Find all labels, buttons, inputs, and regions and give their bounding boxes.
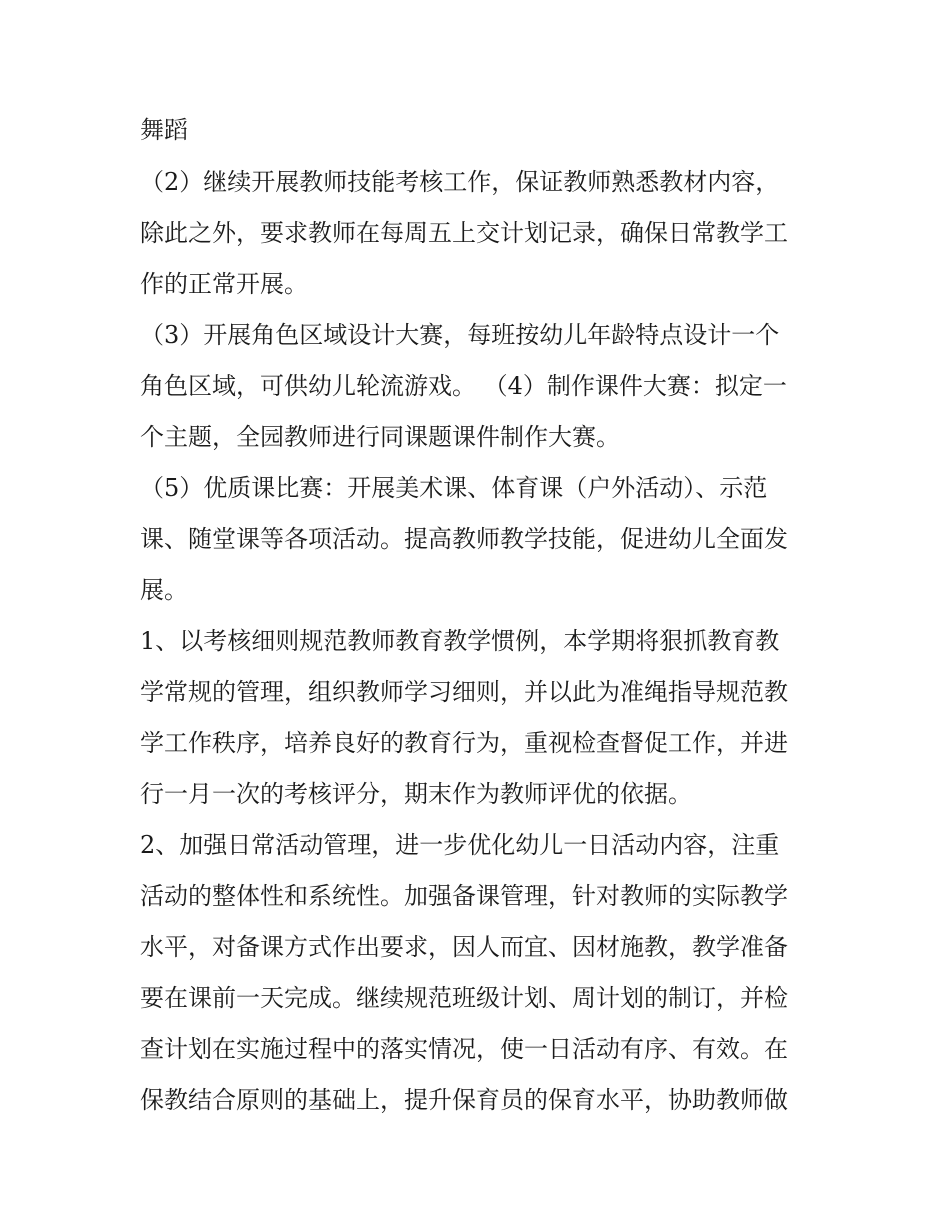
text-line: 水平，对备课方式作出要求，因人而宜、因材施教，教学准备 [140,933,788,961]
text-line: 课、随堂课等各项活动。提高教师教学技能，促进幼儿全面发 [140,525,788,553]
text-line: 展。 [140,576,188,604]
text-line: 2、加强日常活动管理，进一步优化幼儿一日活动内容，注重 [140,831,780,859]
text-line: 1、以考核细则规范教师教育教学惯例，本学期将狠抓教育教 [140,627,780,655]
text-line: （3）开展角色区域设计大赛，每班按幼儿年龄特点设计一个 [140,321,780,349]
text-line: 学工作秩序，培养良好的教育行为，重视检查督促工作，并进 [140,729,788,757]
text-line: 学常规的管理，组织教师学习细则，并以此为准绳指导规范教 [140,678,788,706]
text-line: 角色区域，可供幼儿轮流游戏。 （4）制作课件大赛：拟定一 [140,372,787,400]
text-line: 活动的整体性和系统性。加强备课管理，针对教师的实际教学 [140,882,788,910]
text-line: 舞蹈 [140,116,188,144]
text-line: 保教结合原则的基础上，提升保育员的保育水平，协助教师做 [140,1086,788,1114]
text-line: （5）优质课比赛：开展美术课、体育课（户外活动）、示范 [140,474,768,502]
text-line: 作的正常开展。 [140,270,308,298]
text-line: 查计划在实施过程中的落实情况，使一日活动有序、有效。在 [140,1035,788,1063]
text-line: 个主题，全园教师进行同课题课件制作大赛。 [140,423,620,451]
text-line: 除此之外，要求教师在每周五上交计划记录，确保日常教学工 [140,219,788,247]
text-line: （2）继续开展教师技能考核工作，保证教师熟悉教材内容， [140,168,780,196]
text-line: 要在课前一天完成。继续规范班级计划、周计划的制订，并检 [140,984,788,1012]
text-line: 行一月一次的考核评分，期末作为教师评优的依据。 [140,780,692,808]
